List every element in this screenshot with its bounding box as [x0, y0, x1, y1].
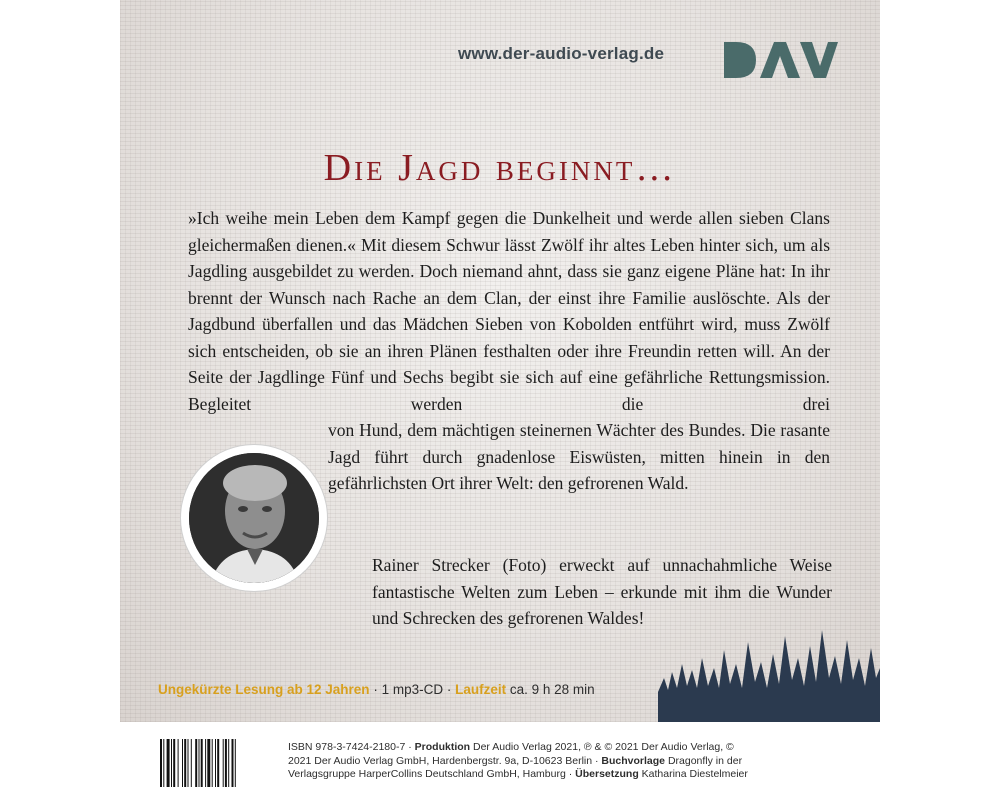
barcode-bar: [201, 739, 203, 787]
barcode-bar: [212, 739, 213, 787]
portrait-icon: [189, 453, 319, 583]
buchvorlage-label: Buchvorlage: [601, 754, 666, 767]
age-rating: Ungekürzte Lesung ab 12 Jahren: [158, 682, 370, 697]
runtime-value: ca. 9 h 28 min: [506, 682, 595, 697]
barcode-bar: [171, 739, 172, 787]
barcode-bar: [184, 739, 186, 787]
description-paragraph-2: [372, 552, 832, 632]
barcode-bar: [207, 739, 210, 787]
headline: Die Jagd beginnt…: [323, 147, 677, 189]
barcode-bar: [215, 739, 216, 787]
format: 1 mp3-CD: [381, 682, 444, 697]
barcode-bar: [199, 739, 200, 787]
barcode-bar: [195, 739, 197, 787]
barcode-bar: [235, 739, 236, 787]
product-info-line: [158, 682, 595, 697]
description-paragraph-1: [188, 205, 830, 417]
info-separator: ·: [443, 682, 456, 697]
barcode-bar: [160, 739, 162, 787]
description-text-1: »Ich weihe mein Leben dem Kampf gegen die Dunkelheit und werde allen sieben Clans gleichermaßen dienen.« Mit diesem Schwur lässt Zwölf ihr altes Leben hinter sich, um als Jagdling ausgebildet zu werden. Doch niemand ahnt, dass sie ganz eigene Pläne hat: In ihr brennt der Wunsch nach Rache an dem Clan, der einst ihre Familie auslöschte. Als der Jagdbund überfallen und das Mädchen Sieben von Kobolden entführt wird, muss Zwölf sich entscheiden, ob sie an ihren Plänen festhalten oder ihre Freundin retten will. An der Seite der Jagdlinge Fünf und Sechs begibt sie sich auf eine gefährliche Rettungsmission. Begleitet werden die drei: [188, 208, 830, 414]
barcode-bar: [191, 739, 192, 787]
barcode-bar: [173, 739, 175, 787]
info-separator: ·: [369, 682, 382, 697]
publisher-url[interactable]: www.der-audio-verlag.de: [458, 44, 665, 63]
dav-logo: [722, 40, 838, 80]
barcode-bar: [217, 739, 219, 787]
isbn: ISBN 978-3-7424-2180-7 ·: [288, 741, 415, 753]
uebersetzung-text: Katharina Diestelmeier: [638, 768, 748, 780]
barcode-bar: [225, 739, 227, 787]
description-text-2: Rainer Strecker (Foto) erweckt auf unnachahmliche Weise fantastische Welten zum Leben – erkunde mit ihm die Wunder und Schrecken des gefrorenen Waldes!: [372, 555, 832, 628]
runtime-label: Laufzeit: [455, 682, 507, 697]
produktion-label: Produktion: [414, 741, 471, 753]
barcode: [160, 739, 264, 787]
barcode-bar: [205, 739, 206, 787]
buchvorlage-text: Dragonfly in der Verlagsgruppe HarperCollins Deutschland GmbH, Hamburg ·: [288, 754, 743, 780]
barcode-bar: [223, 739, 224, 787]
barcode-bar: [182, 739, 183, 787]
barcode-bar: [232, 739, 234, 787]
barcode-bar: [167, 739, 170, 787]
narrator-photo: [181, 445, 327, 591]
forest-silhouette-icon: [658, 628, 880, 722]
credits: [288, 741, 758, 782]
produktion-text: Der Audio Verlag 2021, ℗ & © 2021 Der Audio Verlag, © 2021 Der Audio Verlag GmbH, Hardenbergstr. 9a, D-10623 Berlin ·: [288, 741, 734, 767]
description-text-1b: von Hund, dem mächtigen steinernen Wächter des Bundes. Die rasante Jagd führt durch gnadenlose Eiswüsten, mitten hinein in den gefährlichsten Ort ihrer Welt: den gefrorenen Wald.: [328, 420, 830, 493]
barcode-bar: [163, 739, 164, 787]
description-paragraph-1b: [328, 417, 830, 497]
narrator-portrait: [189, 453, 319, 583]
barcode-bar: [188, 739, 189, 787]
barcode-bar: [228, 739, 229, 787]
barcode-bar: [178, 739, 179, 787]
uebersetzung-label: Übersetzung: [575, 768, 639, 780]
